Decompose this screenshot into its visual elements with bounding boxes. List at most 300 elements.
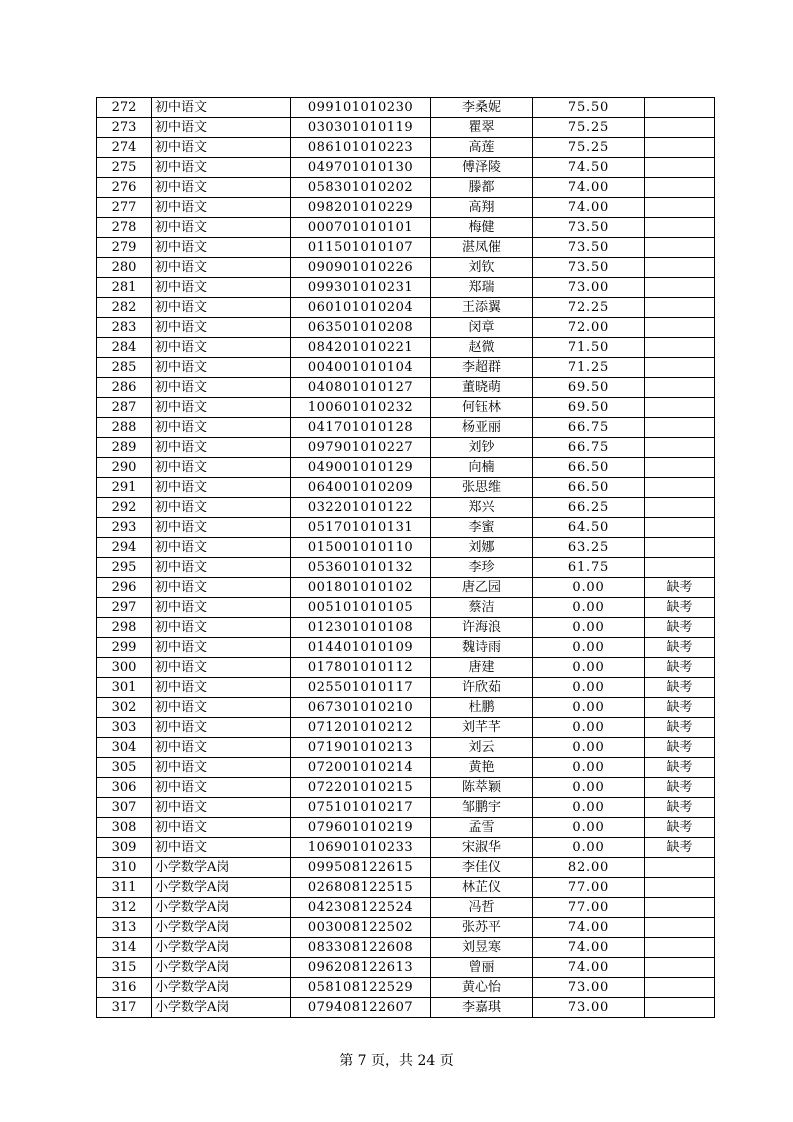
cell-name: 李超群 <box>431 358 533 378</box>
cell-score: 66.75 <box>533 438 645 458</box>
cell-number: 304 <box>97 738 152 758</box>
cell-number: 276 <box>97 178 152 198</box>
cell-position: 初中语文 <box>152 478 291 498</box>
cell-number: 309 <box>97 838 152 858</box>
cell-score: 72.00 <box>533 318 645 338</box>
cell-score: 71.25 <box>533 358 645 378</box>
cell-number: 297 <box>97 598 152 618</box>
cell-exam-id: 060101010204 <box>291 298 431 318</box>
cell-number: 317 <box>97 998 152 1018</box>
table-row <box>97 98 715 118</box>
cell-score: 0.00 <box>533 818 645 838</box>
cell-remark <box>645 298 715 318</box>
table-row <box>97 198 715 218</box>
table-row <box>97 178 715 198</box>
table-row <box>97 698 715 718</box>
cell-name: 傅泽陵 <box>431 158 533 178</box>
cell-remark <box>645 238 715 258</box>
cell-exam-id: 058301010202 <box>291 178 431 198</box>
cell-score: 77.00 <box>533 878 645 898</box>
cell-number: 287 <box>97 398 152 418</box>
cell-exam-id: 003008122502 <box>291 918 431 938</box>
cell-score: 0.00 <box>533 638 645 658</box>
cell-exam-id: 072201010215 <box>291 778 431 798</box>
cell-position: 初中语文 <box>152 278 291 298</box>
cell-number: 280 <box>97 258 152 278</box>
cell-score: 0.00 <box>533 718 645 738</box>
cell-position: 初中语文 <box>152 618 291 638</box>
cell-score: 0.00 <box>533 678 645 698</box>
cell-position: 初中语文 <box>152 98 291 118</box>
cell-number: 292 <box>97 498 152 518</box>
table-row <box>97 778 715 798</box>
table-row <box>97 138 715 158</box>
cell-position: 初中语文 <box>152 758 291 778</box>
cell-name: 赵微 <box>431 338 533 358</box>
cell-score: 73.50 <box>533 238 645 258</box>
cell-name: 孟雪 <box>431 818 533 838</box>
cell-number: 279 <box>97 238 152 258</box>
cell-position: 小学数学A岗 <box>152 958 291 978</box>
cell-remark <box>645 158 715 178</box>
cell-score: 0.00 <box>533 658 645 678</box>
cell-exam-id: 042308122524 <box>291 898 431 918</box>
cell-remark <box>645 98 715 118</box>
cell-name: 高莲 <box>431 138 533 158</box>
cell-position: 初中语文 <box>152 118 291 138</box>
cell-remark: 缺考 <box>645 758 715 778</box>
cell-position: 初中语文 <box>152 318 291 338</box>
results-table-body <box>97 98 715 1018</box>
cell-number: 305 <box>97 758 152 778</box>
cell-score: 64.50 <box>533 518 645 538</box>
cell-remark <box>645 318 715 338</box>
cell-name: 刘钦 <box>431 258 533 278</box>
cell-position: 初中语文 <box>152 398 291 418</box>
cell-name: 许海浪 <box>431 618 533 638</box>
cell-exam-id: 040801010127 <box>291 378 431 398</box>
cell-exam-id: 030301010119 <box>291 118 431 138</box>
table-row <box>97 378 715 398</box>
cell-exam-id: 071201010212 <box>291 718 431 738</box>
cell-exam-id: 098201010229 <box>291 198 431 218</box>
cell-position: 初中语文 <box>152 818 291 838</box>
cell-remark <box>645 218 715 238</box>
cell-name: 黄心怡 <box>431 978 533 998</box>
cell-remark: 缺考 <box>645 598 715 618</box>
cell-score: 0.00 <box>533 758 645 778</box>
table-row <box>97 638 715 658</box>
table-row <box>97 258 715 278</box>
cell-number: 307 <box>97 798 152 818</box>
cell-exam-id: 026808122515 <box>291 878 431 898</box>
cell-score: 72.25 <box>533 298 645 318</box>
table-row <box>97 938 715 958</box>
table-row <box>97 658 715 678</box>
cell-remark <box>645 478 715 498</box>
cell-score: 69.50 <box>533 378 645 398</box>
cell-number: 298 <box>97 618 152 638</box>
cell-position: 初中语文 <box>152 138 291 158</box>
cell-number: 312 <box>97 898 152 918</box>
table-row <box>97 278 715 298</box>
cell-number: 288 <box>97 418 152 438</box>
cell-name: 陈萃颖 <box>431 778 533 798</box>
cell-remark <box>645 938 715 958</box>
cell-exam-id: 025501010117 <box>291 678 431 698</box>
cell-position: 初中语文 <box>152 798 291 818</box>
cell-score: 75.50 <box>533 98 645 118</box>
table-row <box>97 978 715 998</box>
cell-remark <box>645 438 715 458</box>
cell-exam-id: 005101010105 <box>291 598 431 618</box>
cell-exam-id: 100601010232 <box>291 398 431 418</box>
cell-exam-id: 000701010101 <box>291 218 431 238</box>
cell-name: 杨亚丽 <box>431 418 533 438</box>
cell-remark: 缺考 <box>645 678 715 698</box>
cell-position: 初中语文 <box>152 158 291 178</box>
cell-score: 66.75 <box>533 418 645 438</box>
table-row <box>97 578 715 598</box>
cell-score: 77.00 <box>533 898 645 918</box>
cell-name: 蔡洁 <box>431 598 533 618</box>
cell-score: 66.50 <box>533 478 645 498</box>
table-row <box>97 478 715 498</box>
cell-exam-id: 049001010129 <box>291 458 431 478</box>
cell-exam-id: 072001010214 <box>291 758 431 778</box>
cell-position: 初中语文 <box>152 378 291 398</box>
cell-score: 0.00 <box>533 598 645 618</box>
cell-remark <box>645 558 715 578</box>
cell-position: 小学数学A岗 <box>152 998 291 1018</box>
cell-exam-id: 017801010112 <box>291 658 431 678</box>
cell-name: 刘娜 <box>431 538 533 558</box>
cell-name: 瞿翠 <box>431 118 533 138</box>
cell-position: 小学数学A岗 <box>152 918 291 938</box>
cell-score: 74.00 <box>533 958 645 978</box>
cell-remark <box>645 958 715 978</box>
cell-number: 315 <box>97 958 152 978</box>
cell-position: 初中语文 <box>152 298 291 318</box>
cell-name: 闵章 <box>431 318 533 338</box>
cell-score: 73.50 <box>533 258 645 278</box>
cell-name: 湛凤催 <box>431 238 533 258</box>
cell-name: 刘钞 <box>431 438 533 458</box>
cell-number: 306 <box>97 778 152 798</box>
cell-name: 冯哲 <box>431 898 533 918</box>
cell-score: 66.25 <box>533 498 645 518</box>
table-row <box>97 518 715 538</box>
cell-name: 刘云 <box>431 738 533 758</box>
cell-position: 初中语文 <box>152 338 291 358</box>
cell-remark <box>645 398 715 418</box>
table-row <box>97 118 715 138</box>
page-footer: 第 7 页，共 24 页 <box>339 1053 454 1069</box>
cell-number: 301 <box>97 678 152 698</box>
cell-number: 302 <box>97 698 152 718</box>
cell-name: 李桑妮 <box>431 98 533 118</box>
table-row <box>97 158 715 178</box>
cell-remark <box>645 258 715 278</box>
cell-remark: 缺考 <box>645 778 715 798</box>
cell-score: 0.00 <box>533 778 645 798</box>
cell-position: 初中语文 <box>152 198 291 218</box>
cell-score: 0.00 <box>533 798 645 818</box>
cell-remark <box>645 418 715 438</box>
cell-exam-id: 086101010223 <box>291 138 431 158</box>
cell-exam-id: 090901010226 <box>291 258 431 278</box>
cell-name: 魏诗雨 <box>431 638 533 658</box>
cell-name: 向楠 <box>431 458 533 478</box>
cell-number: 274 <box>97 138 152 158</box>
cell-exam-id: 053601010132 <box>291 558 431 578</box>
cell-number: 289 <box>97 438 152 458</box>
cell-score: 71.50 <box>533 338 645 358</box>
cell-remark <box>645 978 715 998</box>
cell-exam-id: 079601010219 <box>291 818 431 838</box>
table-row <box>97 538 715 558</box>
cell-score: 63.25 <box>533 538 645 558</box>
table-row <box>97 718 715 738</box>
cell-position: 初中语文 <box>152 218 291 238</box>
cell-remark: 缺考 <box>645 718 715 738</box>
cell-position: 初中语文 <box>152 738 291 758</box>
table-row <box>97 218 715 238</box>
table-row <box>97 598 715 618</box>
table-row <box>97 498 715 518</box>
cell-remark <box>645 858 715 878</box>
cell-exam-id: 012301010108 <box>291 618 431 638</box>
cell-remark <box>645 918 715 938</box>
results-table <box>96 97 715 1018</box>
cell-name: 黄艳 <box>431 758 533 778</box>
cell-name: 董晓萌 <box>431 378 533 398</box>
cell-score: 74.00 <box>533 198 645 218</box>
cell-name: 梅健 <box>431 218 533 238</box>
cell-position: 初中语文 <box>152 718 291 738</box>
table-row <box>97 418 715 438</box>
cell-remark: 缺考 <box>645 698 715 718</box>
table-row <box>97 898 715 918</box>
cell-remark <box>645 338 715 358</box>
cell-number: 296 <box>97 578 152 598</box>
cell-position: 初中语文 <box>152 598 291 618</box>
cell-number: 275 <box>97 158 152 178</box>
cell-position: 小学数学A岗 <box>152 878 291 898</box>
cell-remark <box>645 518 715 538</box>
cell-position: 小学数学A岗 <box>152 978 291 998</box>
cell-position: 初中语文 <box>152 518 291 538</box>
cell-remark <box>645 898 715 918</box>
cell-name: 杜鹏 <box>431 698 533 718</box>
cell-remark: 缺考 <box>645 818 715 838</box>
cell-exam-id: 011501010107 <box>291 238 431 258</box>
cell-name: 曾丽 <box>431 958 533 978</box>
cell-exam-id: 075101010217 <box>291 798 431 818</box>
cell-score: 75.25 <box>533 138 645 158</box>
table-row <box>97 678 715 698</box>
cell-position: 初中语文 <box>152 558 291 578</box>
cell-name: 唐乙园 <box>431 578 533 598</box>
cell-remark: 缺考 <box>645 618 715 638</box>
table-row <box>97 958 715 978</box>
table-row <box>97 838 715 858</box>
cell-number: 286 <box>97 378 152 398</box>
cell-exam-id: 099301010231 <box>291 278 431 298</box>
table-row <box>97 858 715 878</box>
cell-number: 285 <box>97 358 152 378</box>
table-row <box>97 238 715 258</box>
cell-position: 初中语文 <box>152 438 291 458</box>
table-row <box>97 558 715 578</box>
cell-exam-id: 099101010230 <box>291 98 431 118</box>
cell-position: 初中语文 <box>152 638 291 658</box>
cell-position: 初中语文 <box>152 458 291 478</box>
cell-remark <box>645 278 715 298</box>
cell-number: 310 <box>97 858 152 878</box>
table-row <box>97 818 715 838</box>
cell-position: 初中语文 <box>152 678 291 698</box>
cell-exam-id: 084201010221 <box>291 338 431 358</box>
cell-score: 73.50 <box>533 218 645 238</box>
cell-remark <box>645 878 715 898</box>
cell-name: 李佳仪 <box>431 858 533 878</box>
cell-number: 293 <box>97 518 152 538</box>
cell-score: 61.75 <box>533 558 645 578</box>
cell-number: 282 <box>97 298 152 318</box>
cell-name: 郑瑞 <box>431 278 533 298</box>
cell-remark <box>645 198 715 218</box>
cell-name: 李蜜 <box>431 518 533 538</box>
cell-number: 294 <box>97 538 152 558</box>
cell-number: 277 <box>97 198 152 218</box>
cell-remark: 缺考 <box>645 798 715 818</box>
cell-exam-id: 097901010227 <box>291 438 431 458</box>
cell-number: 295 <box>97 558 152 578</box>
cell-exam-id: 099508122615 <box>291 858 431 878</box>
table-row <box>97 918 715 938</box>
cell-position: 小学数学A岗 <box>152 938 291 958</box>
cell-score: 73.00 <box>533 978 645 998</box>
cell-position: 初中语文 <box>152 838 291 858</box>
cell-score: 0.00 <box>533 618 645 638</box>
table-row <box>97 358 715 378</box>
cell-score: 66.50 <box>533 458 645 478</box>
cell-exam-id: 083308122608 <box>291 938 431 958</box>
cell-number: 308 <box>97 818 152 838</box>
cell-score: 0.00 <box>533 578 645 598</box>
cell-name: 张苏平 <box>431 918 533 938</box>
cell-position: 初中语文 <box>152 238 291 258</box>
cell-score: 82.00 <box>533 858 645 878</box>
cell-name: 刘昱寒 <box>431 938 533 958</box>
cell-number: 300 <box>97 658 152 678</box>
cell-exam-id: 096208122613 <box>291 958 431 978</box>
cell-position: 初中语文 <box>152 778 291 798</box>
cell-score: 73.00 <box>533 278 645 298</box>
cell-name: 何钰林 <box>431 398 533 418</box>
cell-score: 73.00 <box>533 998 645 1018</box>
cell-remark <box>645 998 715 1018</box>
cell-score: 75.25 <box>533 118 645 138</box>
cell-exam-id: 014401010109 <box>291 638 431 658</box>
cell-name: 李珍 <box>431 558 533 578</box>
cell-name: 张思维 <box>431 478 533 498</box>
cell-exam-id: 067301010210 <box>291 698 431 718</box>
cell-name: 王添翼 <box>431 298 533 318</box>
table-row <box>97 798 715 818</box>
cell-remark <box>645 358 715 378</box>
cell-position: 初中语文 <box>152 358 291 378</box>
cell-position: 小学数学A岗 <box>152 898 291 918</box>
cell-remark: 缺考 <box>645 638 715 658</box>
table-row <box>97 878 715 898</box>
cell-remark <box>645 138 715 158</box>
cell-remark: 缺考 <box>645 658 715 678</box>
cell-remark: 缺考 <box>645 838 715 858</box>
cell-number: 281 <box>97 278 152 298</box>
cell-position: 初中语文 <box>152 578 291 598</box>
cell-remark <box>645 458 715 478</box>
cell-exam-id: 049701010130 <box>291 158 431 178</box>
cell-position: 初中语文 <box>152 178 291 198</box>
table-row <box>97 618 715 638</box>
cell-remark <box>645 498 715 518</box>
cell-exam-id: 064001010209 <box>291 478 431 498</box>
cell-name: 宋淑华 <box>431 838 533 858</box>
cell-number: 313 <box>97 918 152 938</box>
cell-position: 初中语文 <box>152 658 291 678</box>
cell-exam-id: 051701010131 <box>291 518 431 538</box>
cell-remark <box>645 118 715 138</box>
cell-number: 290 <box>97 458 152 478</box>
cell-number: 284 <box>97 338 152 358</box>
table-row <box>97 438 715 458</box>
cell-name: 高翔 <box>431 198 533 218</box>
cell-name: 郑兴 <box>431 498 533 518</box>
cell-name: 林芷仪 <box>431 878 533 898</box>
cell-exam-id: 063501010208 <box>291 318 431 338</box>
cell-score: 74.00 <box>533 938 645 958</box>
cell-number: 299 <box>97 638 152 658</box>
cell-exam-id: 001801010102 <box>291 578 431 598</box>
cell-number: 283 <box>97 318 152 338</box>
cell-score: 74.50 <box>533 158 645 178</box>
cell-score: 0.00 <box>533 738 645 758</box>
cell-remark: 缺考 <box>645 738 715 758</box>
cell-name: 许欣茹 <box>431 678 533 698</box>
cell-position: 初中语文 <box>152 258 291 278</box>
cell-name: 滕都 <box>431 178 533 198</box>
cell-number: 273 <box>97 118 152 138</box>
cell-position: 初中语文 <box>152 538 291 558</box>
cell-name: 邹鹏宇 <box>431 798 533 818</box>
cell-exam-id: 004001010104 <box>291 358 431 378</box>
cell-exam-id: 106901010233 <box>291 838 431 858</box>
cell-name: 李嘉琪 <box>431 998 533 1018</box>
cell-position: 初中语文 <box>152 418 291 438</box>
cell-exam-id: 041701010128 <box>291 418 431 438</box>
table-row <box>97 758 715 778</box>
cell-remark <box>645 378 715 398</box>
cell-number: 303 <box>97 718 152 738</box>
cell-remark: 缺考 <box>645 578 715 598</box>
cell-score: 69.50 <box>533 398 645 418</box>
cell-score: 74.00 <box>533 918 645 938</box>
cell-name: 唐建 <box>431 658 533 678</box>
cell-exam-id: 058108122529 <box>291 978 431 998</box>
cell-number: 278 <box>97 218 152 238</box>
